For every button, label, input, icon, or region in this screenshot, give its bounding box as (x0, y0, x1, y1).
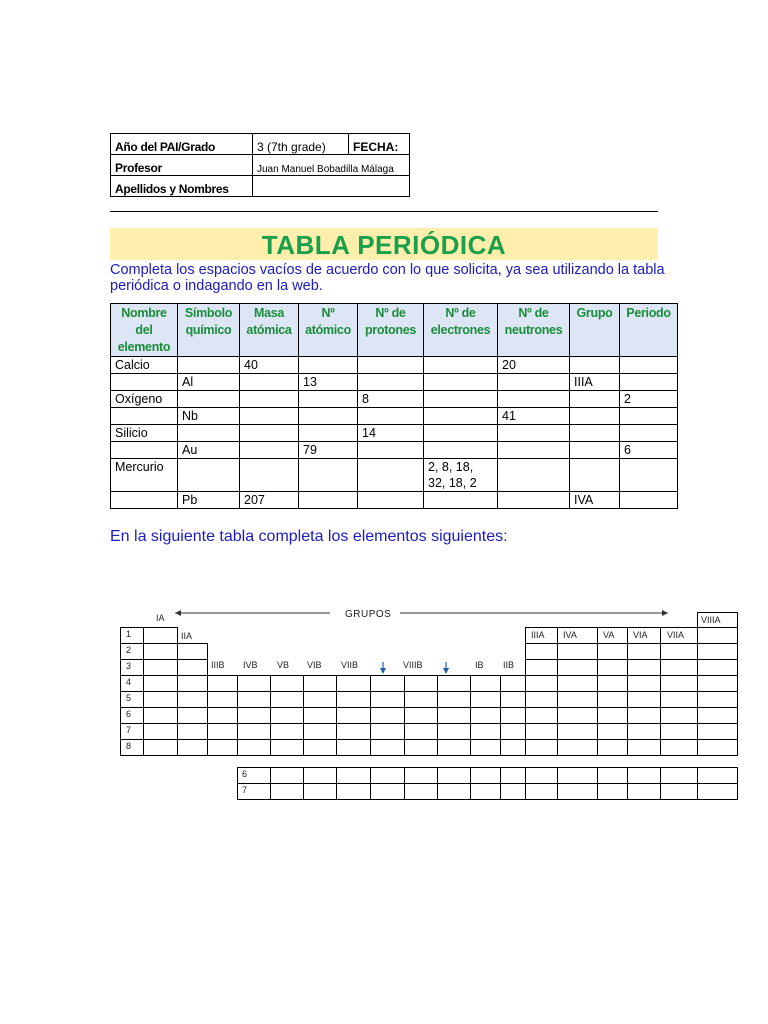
group-label: IVB (243, 660, 258, 670)
column-header: Nº atómico (299, 304, 358, 357)
element-cell[interactable] (525, 767, 558, 784)
period-cell[interactable] (120, 643, 144, 660)
element-cell[interactable] (237, 675, 271, 692)
element-cell[interactable] (207, 691, 238, 708)
element-cell[interactable] (270, 675, 304, 692)
element-cell[interactable] (237, 691, 271, 708)
element-cell[interactable] (370, 675, 405, 692)
column-header: Grupo (570, 304, 620, 357)
element-cell[interactable] (557, 783, 598, 800)
period-cell[interactable] (120, 675, 144, 692)
profesor-label: Profesor (111, 155, 253, 176)
period-cell[interactable] (120, 627, 144, 644)
element-cell[interactable] (627, 767, 661, 784)
table-cell[interactable]: 79 (299, 442, 358, 459)
element-cell[interactable] (597, 739, 628, 756)
table-cell[interactable]: 6 (620, 442, 678, 459)
group-viiia-label: VIIIA (701, 615, 721, 625)
element-cell[interactable] (525, 707, 558, 724)
element-cell[interactable] (336, 767, 371, 784)
column-header: Periodo (620, 304, 678, 357)
table-cell[interactable]: Oxígeno (111, 391, 178, 408)
apellidos-label: Apellidos y Nombres (111, 176, 253, 197)
table-cell[interactable]: Mercurio (111, 459, 178, 492)
element-cell[interactable] (437, 723, 471, 740)
table-cell[interactable]: IVA (570, 492, 620, 509)
element-cell[interactable] (470, 691, 501, 708)
element-cell[interactable] (660, 707, 698, 724)
element-cell[interactable] (660, 767, 698, 784)
period-number: 2 (126, 645, 132, 655)
table-cell[interactable]: Silicio (111, 425, 178, 442)
element-cell[interactable] (404, 707, 438, 724)
element-cell[interactable] (627, 675, 661, 692)
element-cell[interactable] (207, 739, 238, 756)
element-cell[interactable] (177, 739, 208, 756)
element-cell[interactable] (143, 675, 178, 692)
element-cell[interactable] (525, 659, 558, 676)
element-cell[interactable] (237, 723, 271, 740)
grupos-label: GRUPOS (345, 609, 392, 620)
element-cell[interactable] (303, 783, 337, 800)
element-cell[interactable] (177, 643, 208, 660)
element-cell[interactable] (697, 783, 738, 800)
element-cell[interactable] (143, 691, 178, 708)
group-label: IIIA (531, 630, 545, 640)
period-number: 4 (126, 677, 132, 687)
element-cell[interactable] (697, 767, 738, 784)
element-cell[interactable] (557, 659, 598, 676)
element-cell[interactable] (143, 643, 178, 660)
column-header: Nombre del elemento (111, 304, 178, 357)
element-cell[interactable] (697, 707, 738, 724)
element-cell[interactable] (143, 723, 178, 740)
element-cell[interactable] (557, 691, 598, 708)
period-cell[interactable] (120, 707, 144, 724)
element-cell[interactable] (270, 691, 304, 708)
subtitle: En la siguiente tabla completa los elementos siguientes: (110, 528, 508, 545)
element-cell[interactable] (177, 707, 208, 724)
element-cell[interactable] (143, 739, 178, 756)
element-cell[interactable] (336, 691, 371, 708)
element-cell[interactable] (697, 627, 738, 644)
element-cell[interactable] (660, 723, 698, 740)
element-cell[interactable] (370, 707, 405, 724)
f-period-number: 6 (242, 769, 248, 779)
group-label: IB (475, 660, 484, 670)
element-cell[interactable] (177, 675, 208, 692)
element-cell[interactable] (336, 707, 371, 724)
element-cell[interactable] (404, 767, 438, 784)
table-cell[interactable]: 20 (498, 357, 570, 374)
element-cell[interactable] (237, 739, 271, 756)
element-cell[interactable] (303, 707, 337, 724)
group-label: IIIB (211, 660, 225, 670)
group-iia-label: IIA (181, 631, 193, 641)
element-cell[interactable] (597, 707, 628, 724)
element-cell[interactable] (660, 643, 698, 660)
element-cell[interactable] (370, 783, 405, 800)
table-cell[interactable]: IIIA (570, 374, 620, 391)
element-cell[interactable] (627, 691, 661, 708)
table-cell[interactable]: 207 (240, 492, 299, 509)
element-cell[interactable] (270, 767, 304, 784)
element-cell[interactable] (697, 643, 738, 660)
element-cell[interactable] (437, 783, 471, 800)
element-cell[interactable] (303, 691, 337, 708)
element-cell[interactable] (370, 691, 405, 708)
element-cell[interactable] (500, 783, 526, 800)
element-cell[interactable] (525, 691, 558, 708)
element-cell[interactable] (597, 723, 628, 740)
element-cell[interactable] (437, 675, 471, 692)
element-cell[interactable] (470, 739, 501, 756)
element-cell[interactable] (660, 691, 698, 708)
element-cell[interactable] (207, 675, 238, 692)
element-cell[interactable] (270, 783, 304, 800)
column-header: Nº de protones (358, 304, 424, 357)
group-label: VIIIB (403, 660, 423, 670)
anio-value[interactable]: 3 (7th grade) (253, 134, 349, 155)
table-cell[interactable]: Al (178, 374, 240, 391)
element-cell[interactable] (336, 723, 371, 740)
group-label: IIB (503, 660, 515, 670)
element-cell[interactable] (177, 691, 208, 708)
element-cell[interactable] (557, 675, 598, 692)
anio-label: Año del PAI/Grado (111, 134, 253, 155)
period-cell[interactable] (120, 739, 144, 756)
element-cell[interactable] (500, 707, 526, 724)
element-cell[interactable] (500, 691, 526, 708)
element-cell[interactable] (370, 739, 405, 756)
element-cell[interactable] (597, 643, 628, 660)
element-cell[interactable] (597, 783, 628, 800)
element-cell[interactable] (270, 707, 304, 724)
element-cell[interactable] (437, 767, 471, 784)
element-cell[interactable] (660, 659, 698, 676)
group-label: VIIB (341, 660, 359, 670)
table-cell[interactable]: 14 (358, 425, 424, 442)
element-cell[interactable] (525, 723, 558, 740)
element-cell[interactable] (597, 659, 628, 676)
f-period-number: 7 (242, 785, 248, 795)
period-number: 7 (126, 725, 132, 735)
element-cell[interactable] (336, 739, 371, 756)
period-number: 6 (126, 709, 132, 719)
column-header: Masa atómica (240, 304, 299, 357)
column-header: Símbolo químico (178, 304, 240, 357)
period-cell[interactable] (120, 691, 144, 708)
period-cell[interactable] (120, 659, 144, 676)
fecha-label: FECHA: (349, 134, 410, 155)
element-cell[interactable] (597, 767, 628, 784)
element-cell[interactable] (627, 707, 661, 724)
element-cell[interactable] (660, 739, 698, 756)
table-cell[interactable]: 13 (299, 374, 358, 391)
element-cell[interactable] (660, 783, 698, 800)
group-label: VIA (633, 630, 648, 640)
profesor-value[interactable]: Juan Manuel Bobadilla Málaga (253, 155, 410, 176)
group-ia-label: IA (156, 613, 165, 623)
element-cell[interactable] (627, 783, 661, 800)
element-cell[interactable] (697, 659, 738, 676)
element-cell[interactable] (470, 707, 501, 724)
instructions: Completa los espacios vacíos de acuerdo con lo que solicita, ya sea utilizando la tabla periódica o indagando en la web. (110, 262, 665, 294)
element-cell[interactable] (525, 675, 558, 692)
element-cell[interactable] (627, 643, 661, 660)
element-cell[interactable] (697, 739, 738, 756)
element-cell[interactable] (404, 783, 438, 800)
element-cell[interactable] (303, 723, 337, 740)
group-label: VIIA (667, 630, 685, 640)
table-cell[interactable]: Au (178, 442, 240, 459)
element-cell[interactable] (557, 643, 598, 660)
element-cell[interactable] (627, 723, 661, 740)
element-cell[interactable] (437, 691, 471, 708)
element-cell[interactable] (370, 767, 405, 784)
table-cell[interactable]: Nb (178, 408, 240, 425)
element-cell[interactable] (404, 739, 438, 756)
element-cell[interactable] (143, 659, 178, 676)
column-header: Nº de neutrones (498, 304, 570, 357)
element-cell[interactable] (597, 691, 628, 708)
element-cell[interactable] (627, 659, 661, 676)
period-number: 1 (126, 629, 132, 639)
element-cell[interactable] (500, 723, 526, 740)
element-cell[interactable] (500, 675, 526, 692)
period-number: 8 (126, 741, 132, 751)
element-cell[interactable] (303, 767, 337, 784)
element-cell[interactable] (470, 723, 501, 740)
element-cell[interactable] (143, 707, 178, 724)
element-cell[interactable] (437, 707, 471, 724)
period-number: 5 (126, 693, 132, 703)
element-cell[interactable] (557, 767, 598, 784)
group-label: VB (277, 660, 290, 670)
period-cell[interactable] (120, 723, 144, 740)
element-cell[interactable] (470, 783, 501, 800)
element-cell[interactable] (525, 643, 558, 660)
element-cell[interactable] (404, 675, 438, 692)
group-label: VIB (307, 660, 322, 670)
page-title: TABLA PERIÓDICA (261, 230, 507, 260)
element-cell[interactable] (270, 723, 304, 740)
element-cell[interactable] (627, 739, 661, 756)
table-cell[interactable]: 2, 8, 18, 32, 18, 2 (424, 459, 498, 492)
element-cell[interactable] (143, 627, 178, 644)
table-cell[interactable]: 40 (240, 357, 299, 374)
element-cell[interactable] (237, 707, 271, 724)
element-cell[interactable] (177, 723, 208, 740)
element-cell[interactable] (437, 739, 471, 756)
element-cell[interactable] (525, 783, 558, 800)
table-cell[interactable]: 8 (358, 391, 424, 408)
element-cell[interactable] (697, 675, 738, 692)
element-cell[interactable] (557, 707, 598, 724)
table-cell[interactable]: Calcio (111, 357, 178, 374)
group-label: VA (603, 630, 615, 640)
table-cell[interactable]: Pb (178, 492, 240, 509)
element-cell[interactable] (336, 783, 371, 800)
element-cell[interactable] (303, 675, 337, 692)
group-label: IVA (563, 630, 577, 640)
element-cell[interactable] (525, 739, 558, 756)
element-cell[interactable] (500, 767, 526, 784)
element-cell[interactable] (270, 739, 304, 756)
element-cell[interactable] (207, 707, 238, 724)
element-cell[interactable] (177, 659, 208, 676)
element-cell[interactable] (470, 675, 501, 692)
element-cell[interactable] (303, 739, 337, 756)
element-cell[interactable] (207, 723, 238, 740)
element-cell[interactable] (470, 767, 501, 784)
table-cell[interactable]: 2 (620, 391, 678, 408)
element-cell[interactable] (557, 723, 598, 740)
element-cell[interactable] (660, 675, 698, 692)
element-cell[interactable] (697, 723, 738, 740)
element-cell[interactable] (370, 723, 405, 740)
element-cell[interactable] (404, 691, 438, 708)
column-header: Nº de electrones (424, 304, 498, 357)
element-cell[interactable] (697, 691, 738, 708)
element-cell[interactable] (557, 739, 598, 756)
period-number: 3 (126, 661, 132, 671)
element-cell[interactable] (404, 723, 438, 740)
element-cell[interactable] (336, 675, 371, 692)
element-cell[interactable] (500, 739, 526, 756)
table-cell[interactable]: 41 (498, 408, 570, 425)
element-cell[interactable] (597, 675, 628, 692)
